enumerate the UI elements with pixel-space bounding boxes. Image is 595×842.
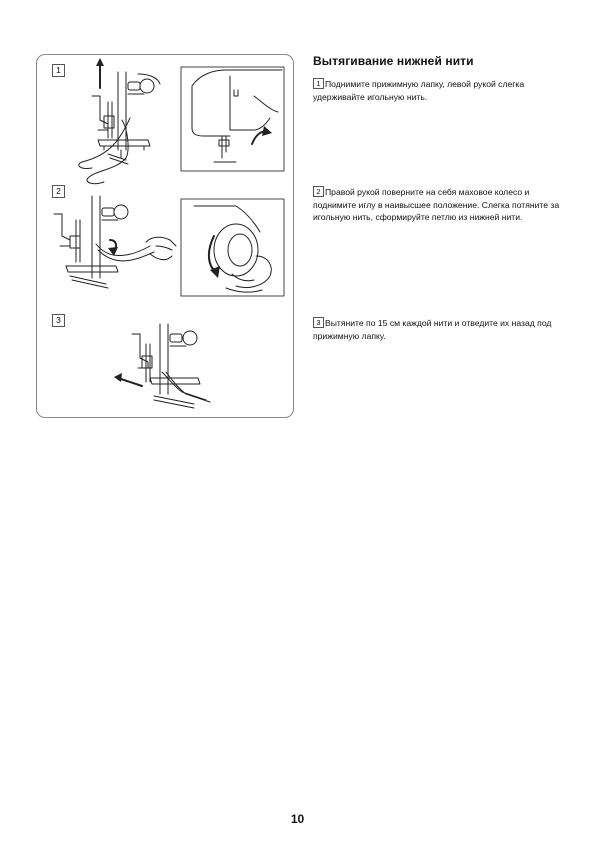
instruction-step-3 xyxy=(313,317,563,342)
step1-presser-foot-drawing xyxy=(79,58,160,184)
page-number: 10 xyxy=(290,812,305,826)
step3-presser-foot-drawing xyxy=(114,324,210,408)
instruction-step-1 xyxy=(313,78,563,103)
step2-presser-foot-drawing xyxy=(54,196,176,288)
step-number: 3 xyxy=(313,317,324,328)
figure-step-label: 1 xyxy=(52,64,65,77)
figure-step-label: 3 xyxy=(52,314,65,327)
instruction-step-2 xyxy=(313,186,563,224)
section-title: Вытягивание нижней нити xyxy=(313,54,474,68)
step-text: Вытяните по 15 см каждой нити и отведите их назад под прижимную лапку. xyxy=(313,318,552,341)
figure-step-label: 2 xyxy=(52,185,65,198)
step-number: 2 xyxy=(313,186,324,197)
step1-inset-drawing xyxy=(192,70,282,162)
step2-inset-drawing xyxy=(194,206,271,292)
step-text: Поднимите прижимную лапку, левой рукой слегка удерживайте игольную нить. xyxy=(313,79,525,102)
step-number: 1 xyxy=(313,78,324,89)
step-text: Правой рукой поверните на себя маховое колесо и поднимите иглу в наивысшее положение. Слегка потяните за игольную нить, сформируйте петлю из нижней нити. xyxy=(313,187,560,223)
